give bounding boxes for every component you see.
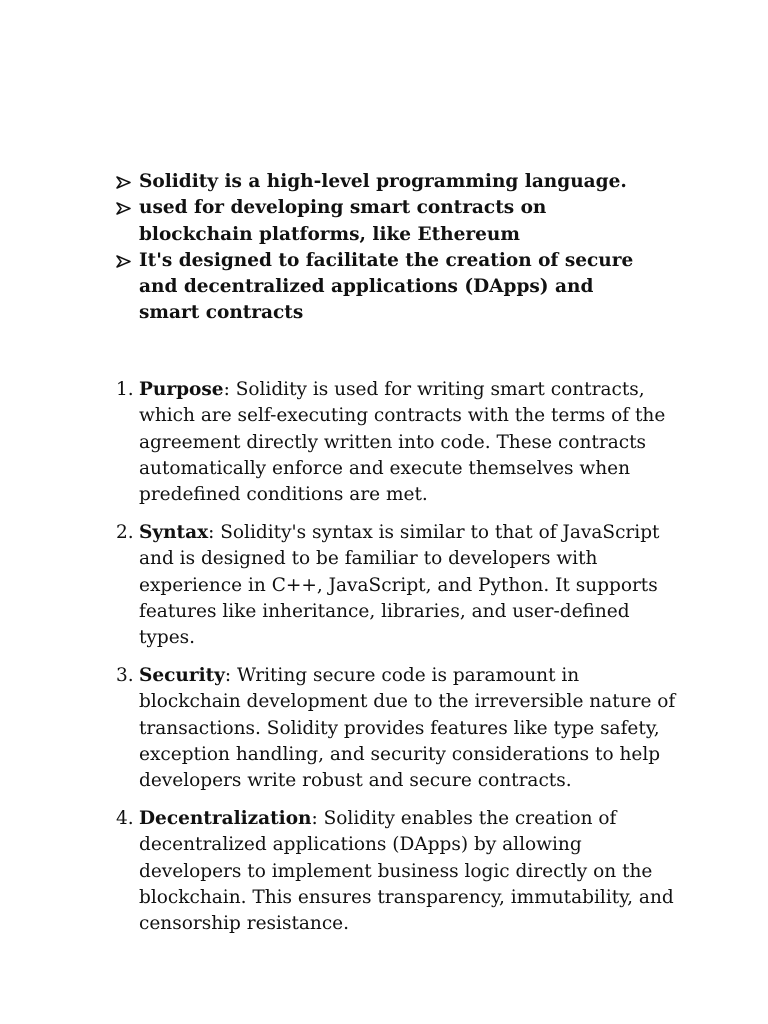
item-description: : Solidity's syntax is similar to that of JavaScript and is designed to be familiar to developers with experience in C++, JavaScript, and Python. It supports features like inheritance, libraries, and user-defined types.	[139, 521, 660, 649]
bullet-list	[116, 169, 656, 327]
item-term: Security	[139, 664, 225, 686]
list-number: 3.	[116, 664, 134, 686]
item-description: : Writing secure code is paramount in blockchain development due to the irreversible nature of transactions. Solidity provides features like type safety, exception handling, and security considerations to help developers write robust and secure contracts.	[139, 664, 676, 792]
arrow-bullet-icon	[116, 248, 134, 268]
item-term: Decentralization	[139, 807, 312, 829]
arrow-bullet-icon	[116, 195, 134, 215]
numbered-item-purpose	[116, 377, 676, 508]
item-term: Purpose	[139, 379, 224, 400]
arrow-bullet-icon	[116, 169, 134, 189]
bullet-text: used for developing smart contracts on blockchain platforms, like Ethereum	[139, 197, 547, 245]
list-number: 2.	[116, 521, 134, 543]
bullet-text: It's designed to facilitate the creation of secure and decentralized applications (DApps) and smart contracts	[139, 249, 634, 324]
item-description: : Solidity is used for writing smart contracts, which are self-executing contracts with the terms of the agreement directly written into code. These contracts automatically enforce and execute themselves when predefined conditions are met.	[139, 379, 666, 506]
bullet-text: Solidity is a high-level programming language.	[139, 171, 627, 192]
list-number: 1.	[116, 379, 134, 400]
numbered-item-security	[116, 663, 676, 794]
numbered-list	[116, 377, 676, 949]
list-number: 4.	[116, 807, 134, 829]
numbered-item-syntax	[116, 520, 676, 651]
bullet-item	[116, 248, 656, 327]
bullet-item	[116, 195, 656, 248]
bullet-item	[116, 169, 656, 195]
item-term: Syntax	[139, 521, 209, 543]
item-description: : Solidity enables the creation of decentralized applications (DApps) by allowing developers to implement business logic directly on the blockchain. This ensures transparency, immutability, and censorship resistance.	[139, 807, 674, 935]
numbered-item-decentralization	[116, 806, 676, 937]
